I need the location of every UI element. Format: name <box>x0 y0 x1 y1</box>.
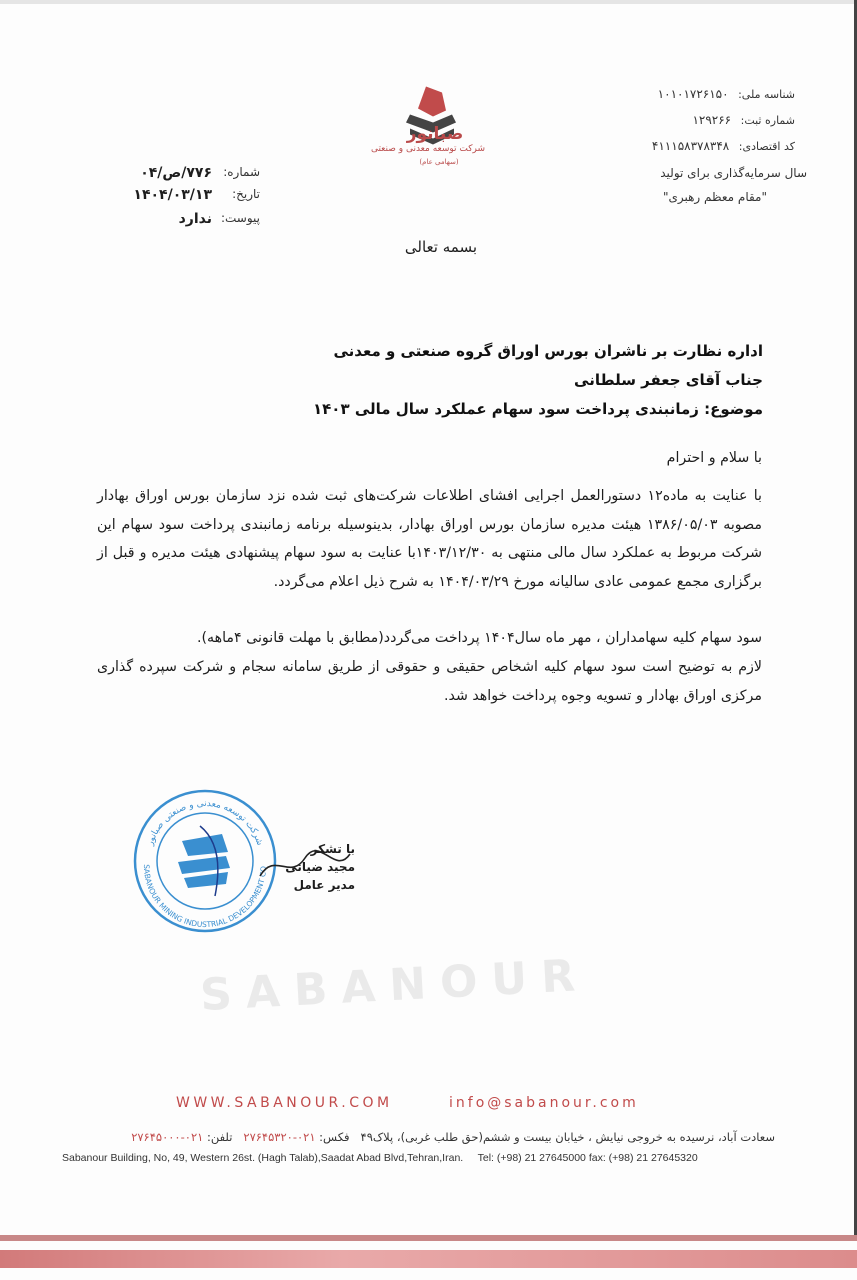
recipient-name: جناب آقای جعفر سلطانی <box>574 371 763 389</box>
subject-line: موضوع: زمانبندی پرداخت سود سهام عملکرد سال مالی ۱۴۰۳ <box>312 400 763 418</box>
date-value: ۱۴۰۴/۰۳/۱۳ <box>133 187 212 203</box>
paragraph-1-text: با عنایت به ماده۱۲ دستورالعمل اجرایی افشای اطلاعات شرکت‌های ثبت شده نزد سازمان بورس اوراق بهادار مصوبه ۱۳۸۶/۰۵/۰۳ هیئت مدیره سازمان بورس اوراق بهادار، بدینوسیله برنامه زمانبندی پرداخت سود سهام این شرکت مربوط به عملکرد سال مالی منتهی به ۱۴۰۳/۱۲/۳۰با عنایت به سود سهام پیشنهادی هیئت مدیره و قبل از برگزاری مجمع عمومی عادی سالیانه مورخ ۱۴۰۴/۰۳/۲۹ به شرح ذیل اعلام می‌گردد. <box>97 488 763 590</box>
fax-label: فکس: <box>319 1130 350 1144</box>
registration-label: شماره ثبت: <box>740 114 795 127</box>
national-id-value: ۱۰۱۰۱۷۲۶۱۵۰ <box>657 87 729 101</box>
footer-website[interactable]: WWW.SABANOUR.COM <box>176 1095 393 1111</box>
thanks-text: با تشکر <box>310 842 355 856</box>
logo-name: صبانور <box>406 124 464 144</box>
logo-note: (سهامی عام) <box>419 158 459 166</box>
footer-band-top <box>0 1235 857 1241</box>
body-paragraph-3 <box>97 653 762 710</box>
footer-address-fa <box>131 1130 775 1144</box>
footer-band-bottom <box>0 1250 857 1268</box>
economic-code-line <box>652 139 795 153</box>
address-fa-text: سعادت آباد، نرسیده به خروجی نیایش ، خیابان بیست و ششم(حق طلب غربی)، پلاک۴۹ <box>360 1130 775 1144</box>
attachment-label: پیوست: <box>220 211 260 225</box>
national-id-label: شناسه ملی: <box>738 88 795 101</box>
stamp-text-fa: شرکت توسعه معدنی و صنعتی صبانور <box>145 798 265 847</box>
footer-email[interactable]: info@sabanour.com <box>449 1095 639 1111</box>
contact-en-text: Tel: (+98) 21 27645000 fax: (+98) 21 27645320 <box>477 1152 698 1164</box>
signer-role: مدیر عامل <box>293 878 355 892</box>
signature-block <box>255 840 355 894</box>
footer-address-en <box>62 1152 698 1164</box>
economic-code-value: ۴۱۱۱۵۸۳۷۸۳۴۸ <box>651 139 730 153</box>
recipient-line: اداره نظارت بر ناشران بورس اوراق گروه صنعتی و معدنی <box>333 342 763 360</box>
economic-code-label: کد اقتصادی: <box>738 140 795 153</box>
greeting: با سلام و احترام <box>666 450 762 466</box>
body-paragraph-2 <box>97 624 762 653</box>
year-slogan: سال سرمایه‌گذاری برای تولید <box>660 166 807 180</box>
attachment-line <box>118 211 260 231</box>
letter-date-line <box>118 187 260 207</box>
signer-name: مجید ضیائی <box>285 860 355 874</box>
national-id-line <box>658 87 795 101</box>
address-en-text: Sabanour Building, No, 49, Western 26st. (Hagh Talab),Saadat Abad Blvd,Tehran,Iran. <box>62 1152 464 1164</box>
watermark: SABANOUR <box>198 949 591 1022</box>
top-edge <box>0 0 857 4</box>
number-label: شماره: <box>223 165 260 179</box>
date-label: تاریخ: <box>232 187 260 201</box>
fax-number: ۰۲۱-۲۷۶۴۵۳۲۰ <box>243 1130 316 1144</box>
logo-subtitle: شرکت توسعه معدنی و صنعتی <box>370 144 486 154</box>
phone-label: تلفن: <box>206 1130 233 1144</box>
signature-scribble-icon <box>255 846 355 886</box>
slogan-source: "مقام معظم رهبری" <box>662 190 767 204</box>
paragraph-3-text: لازم به توضیح است سود سهام کلیه اشخاص حقیقی و حقوقی از طریق سامانه سجام و شرکت سپرده گذاری مرکزی اوراق بهادار و تسویه وجوه پرداخت خواهد شد. <box>97 659 762 704</box>
attachment-value: ندارد <box>178 211 212 227</box>
registration-line <box>692 113 795 127</box>
body-paragraph-1 <box>97 482 762 596</box>
paragraph-2-text: سود سهام کلیه سهامداران ، مهر ماه سال۱۴۰۴ پرداخت می‌گردد(مطابق با مهلت قانونی ۴ماهه). <box>196 630 762 646</box>
registration-value: ۱۲۹۲۶۶ <box>692 113 732 127</box>
stamp-text-en: SABANOUR MINING INDUSTRIAL DEVELOPMENT CO <box>141 864 269 930</box>
phone-number: ۰۲۱-۲۷۶۴۵۰۰۰ <box>131 1130 204 1144</box>
page-title: بسمه تعالی <box>404 238 477 256</box>
number-value: ۷۷۶/ص/۰۴ <box>140 165 212 181</box>
letter-number-line <box>118 165 260 185</box>
